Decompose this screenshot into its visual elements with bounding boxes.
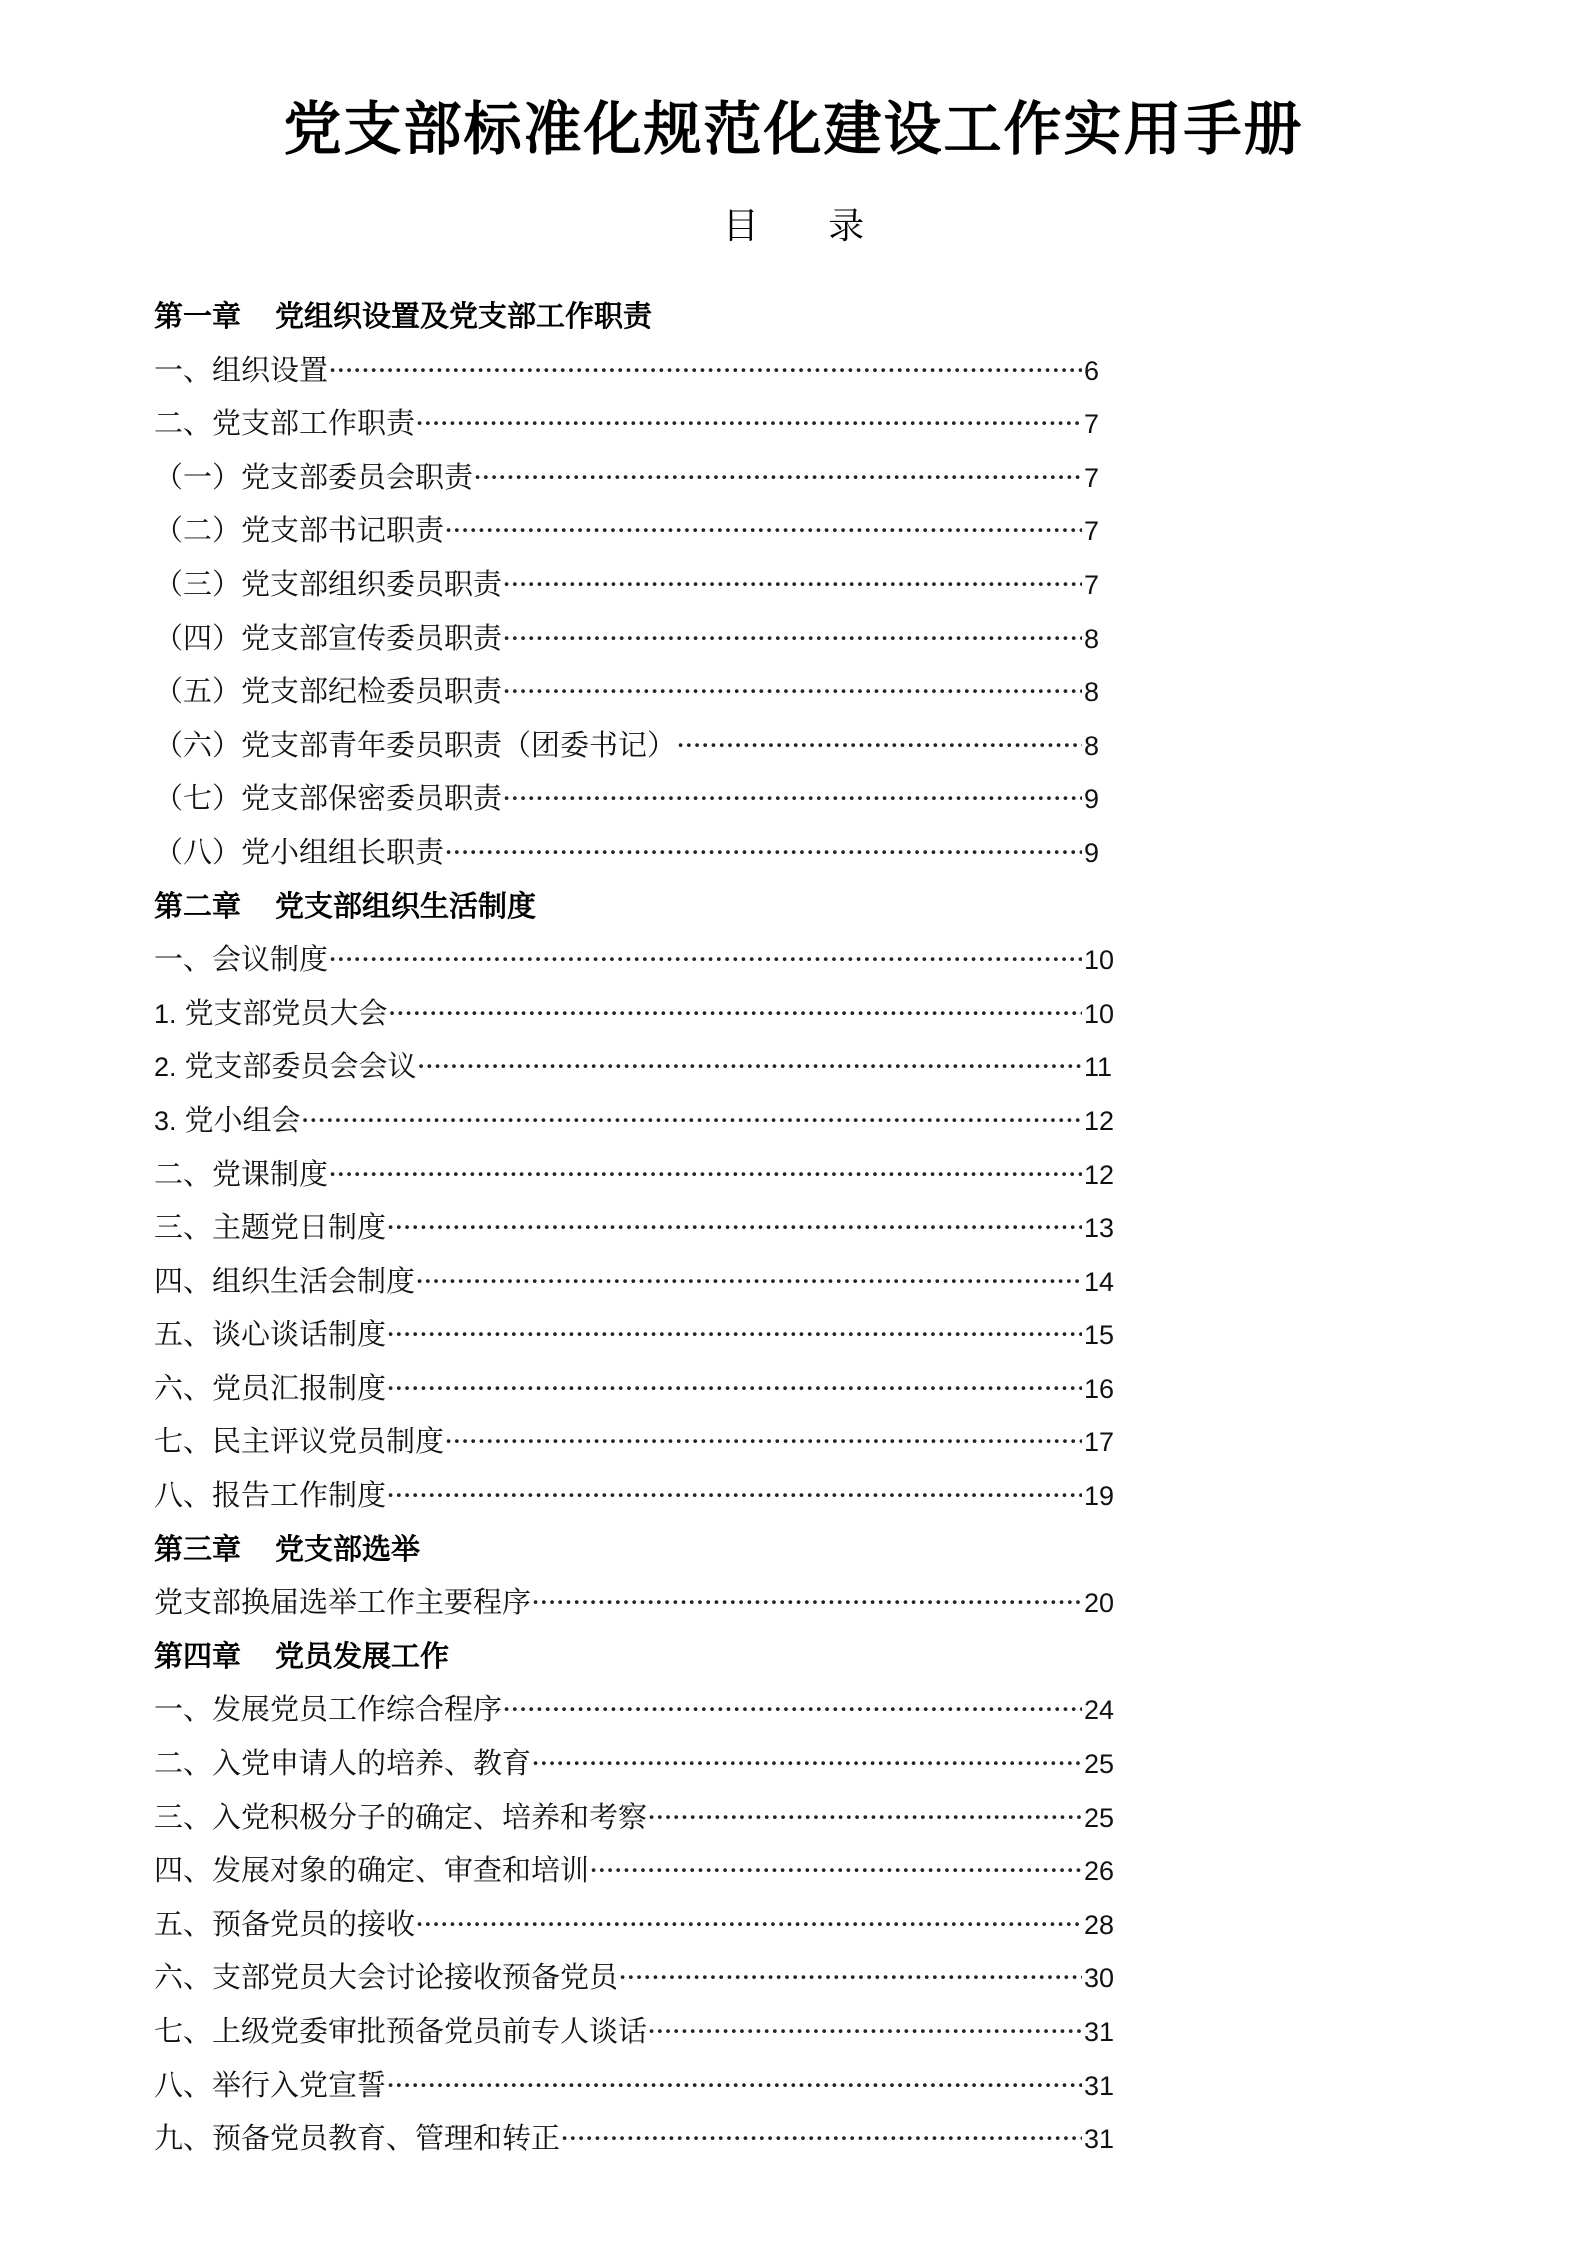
dot-leader [647,1791,1082,1845]
dot-leader [560,2112,1082,2166]
dot-leader [502,558,1082,612]
toc-entry-number: 2. [154,1052,177,1083]
toc-page-number: 16 [1084,1373,1115,1404]
toc-entry[interactable] [154,2005,1124,2059]
toc-page-number: 7 [1084,569,1100,600]
dot-leader [386,1308,1082,1362]
toc-entry-label: （八）党小组组长职责 [154,834,445,869]
toc-page-number: 7 [1084,462,1100,493]
toc-entry-label: （一）党支部委员会职责 [154,459,474,494]
document-title: 党支部标准化规范化建设工作实用手册 [283,95,1304,163]
dot-leader [502,665,1082,719]
toc-page-number: 31 [1084,2124,1115,2155]
dot-leader [444,504,1082,558]
dot-leader [647,2005,1082,2059]
toc-entry[interactable] [154,1308,1124,1362]
dot-leader [502,1683,1082,1737]
toc-entry-label: 一、组织设置 [154,352,329,387]
toc-page-number: 14 [1084,1266,1115,1297]
chapter-number: 第一章 [154,299,242,333]
dot-leader [386,2059,1082,2113]
dot-leader [502,612,1082,666]
chapter-number: 第三章 [154,1531,242,1566]
toc-entry-label: 四、发展对象的确定、审查和培训 [154,1853,590,1888]
toc-entry[interactable] [154,2059,1124,2113]
toc-entry-label: （四）党支部宣传委员职责 [154,620,503,655]
dot-leader [676,719,1082,773]
toc-entry-number: 1. [154,998,177,1029]
toc-entry-label [154,987,388,1042]
toc-entry-text: 党小组会 [184,1102,301,1137]
toc-page-number: 28 [1084,1909,1115,1940]
toc-entry[interactable] [154,933,1124,987]
toc-page-number: 25 [1084,1749,1115,1780]
toc-entry[interactable] [154,665,1124,719]
dot-leader [301,1094,1082,1148]
toc-page-number: 31 [1084,2017,1115,2047]
toc-page-number: 15 [1084,1320,1115,1351]
toc-entry[interactable] [154,612,1124,666]
toc-page-number: 7 [1084,516,1100,547]
toc-entry-label: 五、预备党员的接收 [154,1906,416,1941]
toc-chapter-heading [154,290,1124,344]
toc-page-number: 6 [1084,355,1100,386]
toc-entry-label: 二、入党申请人的培养、教育 [154,1746,532,1781]
toc-page-number: 8 [1084,623,1100,654]
toc-entry-label: 二、党支部工作职责 [154,406,416,441]
toc-page-number: 12 [1084,1105,1115,1136]
toc-heading: 目 录 [722,206,865,247]
dot-leader [473,451,1082,505]
toc-entry-label: （七）党支部保密委员职责 [154,781,503,816]
toc-entry-label: （五）党支部纪检委员职责 [154,674,503,709]
toc-chapter-heading [154,1523,1124,1577]
toc-entry[interactable] [154,1362,1124,1416]
toc-entry[interactable] [154,558,1124,612]
toc-entry[interactable] [154,826,1124,880]
toc-entry[interactable] [154,772,1124,826]
toc-entry[interactable] [154,987,1124,1041]
toc-entry[interactable] [154,1094,1124,1148]
toc-entry-label: 三、主题党日制度 [154,1210,387,1245]
toc-entry[interactable] [154,719,1124,773]
toc-page-number: 25 [1084,1802,1115,1833]
toc-page-number: 7 [1084,409,1100,440]
toc-page-number: 11 [1084,1052,1113,1083]
toc-entry-number: 3. [154,1105,177,1136]
toc-entry-text: 党支部党员大会 [184,995,388,1030]
toc-page-number: 17 [1084,1427,1115,1458]
toc-entry-label: 七、上级党委审批预备党员前专人谈话 [154,2014,648,2048]
dot-leader [415,397,1082,451]
toc-entry[interactable] [154,1469,1124,1523]
toc-entry-label: 一、发展党员工作综合程序 [154,1692,503,1727]
toc-page-number: 8 [1084,730,1100,761]
dot-leader [531,1576,1082,1630]
toc-entry[interactable] [154,1576,1124,1630]
toc-entry-label: 九、预备党员教育、管理和转正 [154,2121,561,2156]
toc-entry-label: 七、民主评议党员制度 [154,1424,445,1459]
dot-leader [328,933,1082,987]
toc-page-number: 24 [1084,1695,1115,1726]
toc-entry[interactable] [154,2112,1124,2166]
toc-page-number: 26 [1084,1856,1115,1887]
toc-page-number: 19 [1084,1481,1115,1512]
toc-entry[interactable] [154,504,1124,558]
chapter-title: 党支部组织生活制度 [275,888,537,923]
dot-leader [386,1201,1082,1255]
toc-entry-label: 六、支部党员大会讨论接收预备党员 [154,1960,619,1995]
toc-page-number: 8 [1084,677,1100,708]
dot-leader [415,1255,1082,1309]
dot-leader [328,344,1082,398]
toc-entry[interactable] [154,1951,1124,2005]
toc-page-number: 13 [1084,1213,1115,1244]
toc-entry-label: （三）党支部组织委员职责 [154,566,503,601]
toc-chapter-heading [154,880,1124,934]
toc-entry[interactable] [154,1791,1124,1845]
toc-entry-label: 四、组织生活会制度 [154,1263,416,1298]
toc-page-number: 20 [1084,1588,1115,1619]
dot-leader [502,772,1082,826]
toc-chapter-heading [154,1630,1124,1684]
toc-entry[interactable] [154,1683,1124,1737]
toc-entry[interactable] [154,1148,1124,1202]
toc-entry-label: 八、报告工作制度 [154,1478,387,1513]
dot-leader [386,1362,1082,1416]
dot-leader [444,1415,1082,1469]
dot-leader [388,987,1082,1041]
dot-leader [328,1148,1082,1202]
chapter-title: 党员发展工作 [275,1638,450,1673]
toc-entry-label: 八、举行入党宣誓 [154,2067,387,2102]
dot-leader [386,1469,1082,1523]
toc-entry[interactable] [154,1201,1124,1255]
dot-leader [444,826,1082,880]
toc-entry-label: （六）党支部青年委员职责（团委书记） [154,727,677,762]
dot-leader [531,1737,1082,1791]
dot-leader [415,1898,1082,1952]
toc-entry[interactable] [154,451,1124,505]
toc-entry[interactable] [154,1040,1124,1094]
chapter-title: 党组织设置及党支部工作职责 [275,299,653,333]
toc-page-number: 31 [1084,2070,1115,2101]
toc-entry[interactable] [154,344,1124,398]
toc-entry[interactable] [154,1415,1124,1469]
toc-entry-label: 党支部换届选举工作主要程序 [154,1585,532,1620]
dot-leader [618,1951,1082,2005]
toc-page-number: 10 [1084,998,1115,1029]
toc-entry-label [154,1094,301,1149]
toc-entry-label: 五、谈心谈话制度 [154,1317,387,1352]
toc-page-number: 12 [1084,1159,1115,1190]
toc-entry-label: 三、入党积极分子的确定、培养和考察 [154,1799,648,1834]
toc-entry[interactable] [154,1844,1124,1898]
toc-entry-text: 党支部委员会会议 [184,1049,417,1084]
toc-entry-label: （二）党支部书记职责 [154,513,445,548]
chapter-number: 第二章 [154,888,242,923]
dot-leader [589,1844,1082,1898]
dot-leader [417,1040,1082,1094]
table-of-contents [154,290,1124,2166]
toc-entry[interactable] [154,1255,1124,1309]
toc-entry-label: 二、党课制度 [154,1156,329,1191]
toc-entry[interactable] [154,397,1124,451]
chapter-title: 党支部选举 [275,1531,421,1566]
chapter-number: 第四章 [154,1638,242,1673]
toc-page-number: 9 [1084,837,1100,868]
toc-entry[interactable] [154,1898,1124,1952]
toc-entry-label [154,1040,417,1095]
toc-page-number: 10 [1084,945,1115,976]
toc-entry-label: 一、会议制度 [154,942,329,977]
toc-page-number: 9 [1084,784,1100,815]
toc-entry[interactable] [154,1737,1124,1791]
toc-entry-label: 六、党员汇报制度 [154,1370,387,1405]
toc-page-number: 30 [1084,1963,1115,1994]
